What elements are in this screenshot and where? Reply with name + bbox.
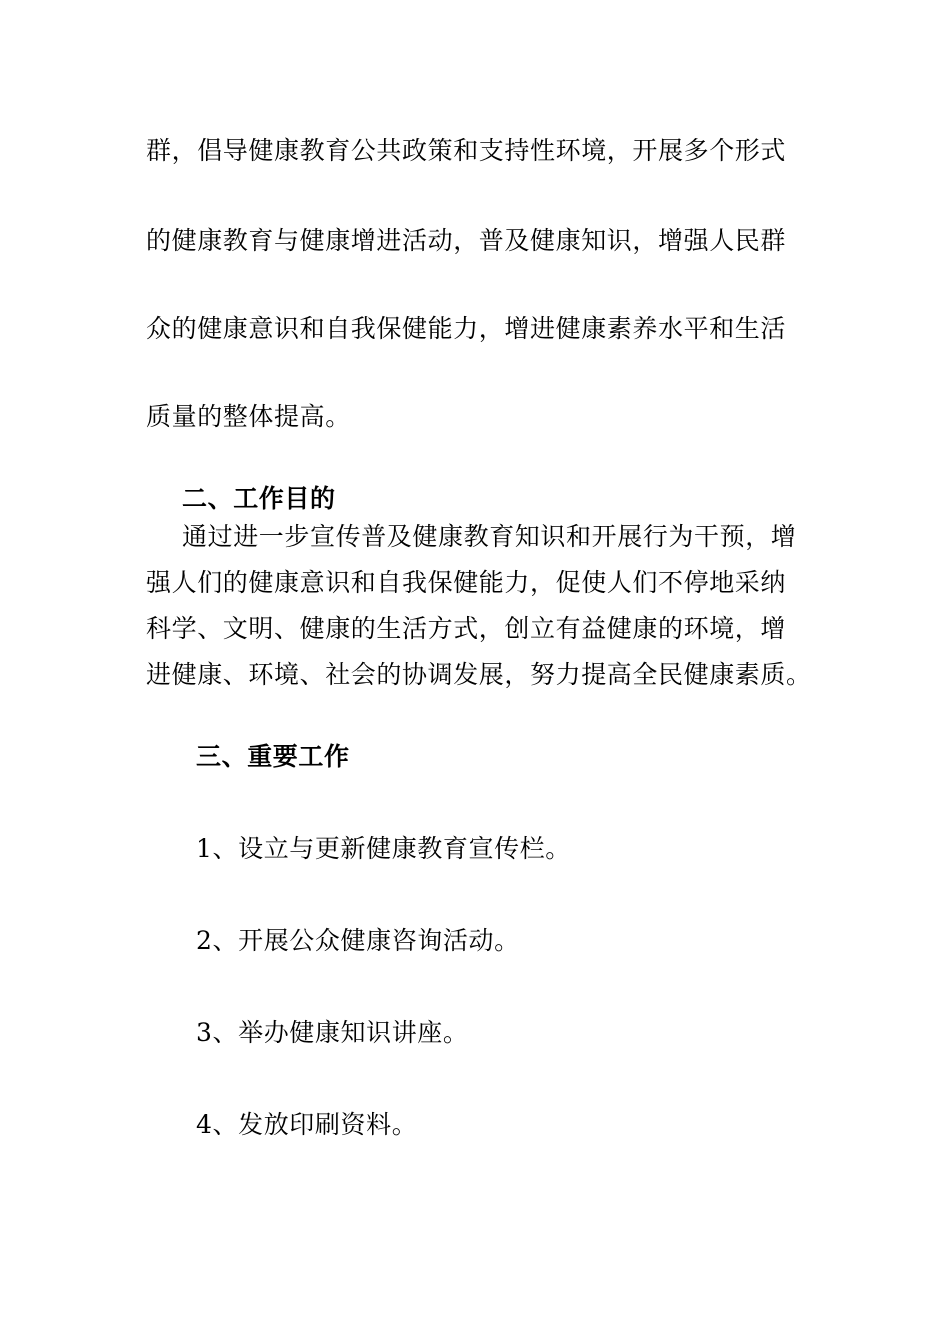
section2-line-3: 科学、文明、健康的生活方式，创立有益健康的环境，增: [146, 614, 787, 643]
intro-line-3: 众的健康意识和自我保健能力，增进健康素养水平和生活: [146, 314, 787, 343]
section2-line-1: 通过进一步宣传普及健康教育知识和开展行为干预，增: [182, 522, 797, 551]
section2-line-2: 强人们的健康意识和自我保健能力，促使人们不停地采纳: [146, 568, 787, 597]
section3-heading: 三、重要工作: [196, 742, 350, 771]
section2-heading: 二、工作目的: [182, 484, 336, 513]
intro-line-2: 的健康教育与健康增进活动，普及健康知识，增强人民群: [146, 226, 787, 255]
intro-line-1: 群，倡导健康教育公共政策和支持性环境，开展多个形式: [146, 136, 787, 165]
section3-item-1: 1、设立与更新健康教育宣传栏。: [196, 834, 571, 863]
intro-line-4: 质量的整体提高。: [146, 402, 351, 431]
section3-item-3: 3、举办健康知识讲座。: [196, 1018, 469, 1047]
section3-item-4: 4、发放印刷资料。: [196, 1110, 418, 1139]
section3-item-2: 2、开展公众健康咨询活动。: [196, 926, 520, 955]
section2-line-4: 进健康、环境、社会的协调发展，努力提高全民健康素质。: [146, 660, 812, 689]
